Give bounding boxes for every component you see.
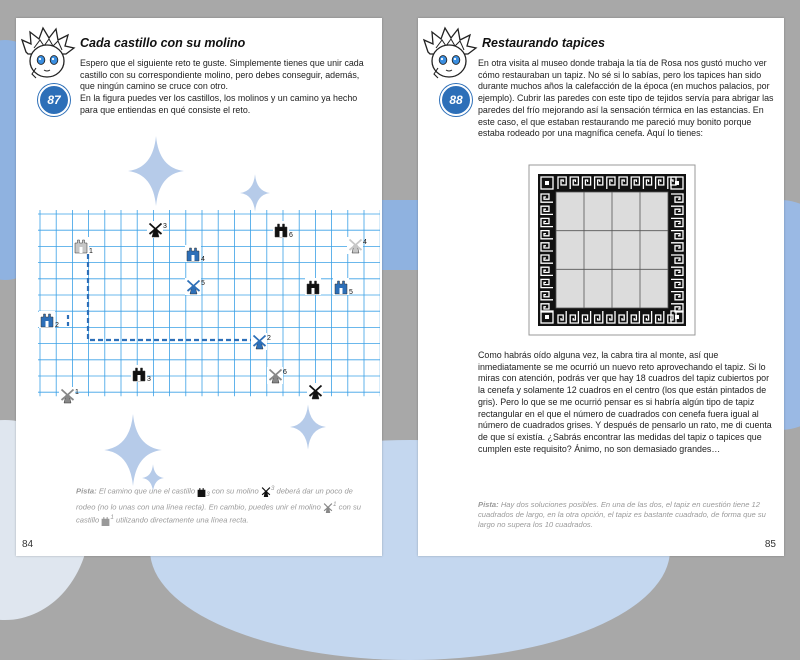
windmill-icon: [261, 487, 271, 497]
windmill-icon: [323, 503, 333, 513]
tapestry-figure: [528, 164, 696, 336]
windmill-icon: [59, 387, 79, 404]
sparkle-star-icon: [290, 404, 326, 450]
grid-label: 4: [363, 239, 367, 246]
castle-icon: [197, 487, 206, 497]
hint-block: Pista: Hay dos soluciones posibles. En una de las dos, el tapiz en cuestión tiene 12 cuadrados de largo, en la otra opción, el tapiz es bastante cuadrado, de forma que su largo no supera los 10 cuadrados.: [478, 500, 766, 530]
page-number: 85: [764, 539, 776, 550]
castle-icon: [305, 278, 321, 295]
castle-icon: [131, 365, 151, 383]
sparkle-star-icon: [240, 174, 270, 212]
windmill-icon: [307, 383, 323, 400]
grid-label: 2: [55, 322, 59, 329]
puzzle-number-badge: 87: [38, 84, 70, 116]
castle-icon: [333, 278, 353, 296]
grid-label: 2: [267, 335, 271, 342]
avatar-boy-icon: [18, 26, 76, 82]
paragraph: En la figura puedes ver los castillos, los molinos y un camino ya hecho para que entiendas en qué consiste el reto.: [80, 93, 358, 115]
puzzle-intro: En otra visita al museo donde trabaja la tía de Rosa nos gustó mucho ver cómo restauraban un tapiz. No sé si lo sabías, pero los tapices han sido durante muchos años la calefacción de la época (en muchos palacios, por ejemplo). Cubrir las paredes con este tipo de tejidos servía para abrigar las paredes del frío mejorando así la sensación térmica en las estancias. En este caso, el que estaban restaurando me pareció muy bonito porque estaba rodeado por una magnífica cenefa. Aquí lo tienes:: [478, 58, 774, 139]
castle-mill-grid: [38, 208, 380, 408]
grid-label: 4: [201, 256, 205, 263]
hint-block: Pista: El camino que une el castillo $_3$ con su molino $^3$ deberá dar un poco de rodeo (no lo unas con una línea recta). En cambio, puedes unir el molino $^1$ con su castillo $^1$ utilizando directamente una línea recta.: [76, 485, 362, 525]
windmill-icon: [267, 367, 287, 384]
grid-label: 5: [201, 280, 205, 287]
page-number: 84: [22, 539, 34, 550]
windmill-icon: [251, 333, 271, 350]
windmill-icon: [147, 221, 167, 238]
grid-label: 6: [289, 232, 293, 239]
grid-label: 1: [75, 389, 79, 396]
grid-label: 3: [163, 223, 167, 230]
grid-label: 6: [283, 369, 287, 376]
left-page: [16, 18, 382, 556]
puzzle-title: Cada castillo con su molino: [80, 36, 246, 50]
grid-label: 3: [147, 376, 151, 383]
castle-icon: [101, 516, 110, 526]
grid-label: 5: [349, 289, 353, 296]
puzzle-description: [80, 58, 370, 117]
paragraph: Espero que el siguiente reto te guste. Simplemente tienes que unir cada castillo con su correspondiente molino, pero debes conseguir, además, que ningún camino se cruce con otro.: [80, 58, 364, 92]
avatar-boy-icon: [420, 26, 478, 82]
sparkle-star-icon: [128, 136, 184, 206]
grid-label: 1: [89, 248, 93, 255]
right-page: [418, 18, 784, 556]
puzzle-number-badge: 88: [440, 84, 472, 116]
puzzle-body: Como habrás oído alguna vez, la cabra tira al monte, así que inmediatamente se me ocurrió un nuevo reto aprovechando el tapiz. Si lo miras con atención, podrás ver que hay 18 cuadros del tapiz cubiertos por la cenefa y solamente 12 cuadros en el centro (los que están pintados de gris). Pero lo que se me ocurrió pensar es si habría algún tipo de tapiz rectangular en el que el número de cuadrados con cenefa fuera igual al número de cuadrados grises. Y después de pensarlo un rato, me di cuenta de que sí existía. ¿Sabrás encontrar las medidas del tapiz o tapices que cumplen este requisito? Ánimo, no son demasiado grandes…: [478, 350, 772, 454]
puzzle-title: Restaurando tapices: [482, 36, 605, 50]
